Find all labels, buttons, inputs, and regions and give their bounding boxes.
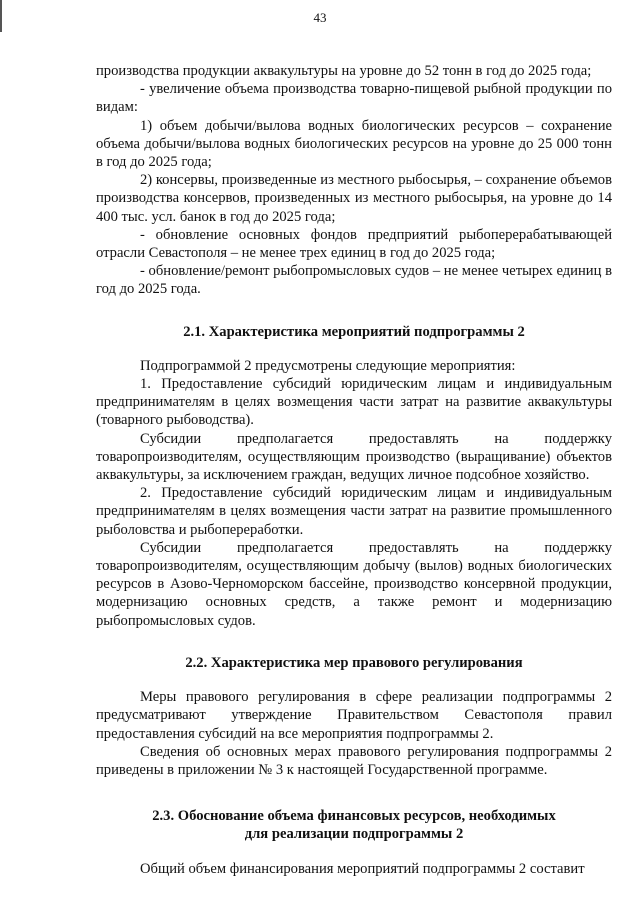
section-2-3-title-line1: 2.3. Обоснование объема финансовых ресурсов, необходимых bbox=[152, 808, 556, 825]
paragraph: Меры правового регулирования в сфере реализации подпрограммы 2 предусматривают утверждение Правительством Севастополя правил предоставления субсидий на все мероприятия подпрограммы 2. bbox=[96, 689, 612, 742]
paragraph: - обновление основных фондов предприятий рыбоперерабатывающей отрасли Севастополя – не менее трех единиц в год до 2025 года; bbox=[96, 226, 612, 262]
section-2-3-title-line2: для реализации подпрограммы 2 bbox=[244, 826, 464, 843]
section-2-1-title: 2.1. Характеристика мероприятий подпрограммы 2 bbox=[183, 323, 525, 340]
paragraph: 2. Предоставление субсидий юридическим лицам и индивидуальным предпринимателям в целях возмещения части затрат на развитие промышленного рыболовства и рыбопереработки. bbox=[96, 485, 612, 538]
paragraph: - увеличение объема производства товарно-пищевой рыбной продукции по видам: bbox=[96, 81, 612, 116]
section-2-2-title: 2.2. Характеристика мер правового регулирования bbox=[185, 654, 523, 671]
paragraph: Сведения об основных мерах правового регулирования подпрограммы 2 приведены в приложении № 3 к настоящей Государственной программе. bbox=[96, 743, 612, 778]
paragraph: 1) объем добычи/вылова водных биологических ресурсов – сохранение объема добычи/вылова водных биологических ресурсов на уровне до 25 000 тонн в год до 2025 года; bbox=[96, 117, 612, 171]
paragraph: 2) консервы, произведенные из местного рыбосырья, – сохранение объемов производства консервов, произведенных из местного рыбосырья, на уровне до 14 400 тыс. усл. банок в год до 2025 года; bbox=[96, 172, 612, 225]
paragraph: производства продукции аквакультуры на уровне до 52 тонн в год до 2025 года; bbox=[96, 63, 592, 79]
paragraph: Субсидии предполагается предоставлять на поддержку товаропроизводителям, осуществляющим добычу (вылов) водных биологических ресурсов в Азово-Черноморском бассейне, производство консервной продукции, модернизацию основных средств, а также ремонт и модернизацию рыбопромысловых судов. bbox=[96, 539, 612, 629]
paragraph: Подпрограммой 2 предусмотрены следующие мероприятия: bbox=[140, 357, 516, 374]
paragraph: 1. Предоставление субсидий юридическим лицам и индивидуальным предпринимателям в целях возмещения части затрат на развитие аквакультуры (товарного рыбоводства). bbox=[96, 376, 612, 429]
paragraph: - обновление/ремонт рыбопромысловых судов – не менее четырех единиц в год до 2025 года. bbox=[96, 263, 612, 298]
document-body bbox=[96, 62, 612, 878]
paragraph: Общий объем финансирования мероприятий подпрограммы 2 составит bbox=[140, 860, 585, 877]
page-number: 43 bbox=[313, 10, 327, 25]
paragraph: Субсидии предполагается предоставлять на поддержку товаропроизводителям, осуществляющим производство (выращивание) объектов аквакультуры, за исключением граждан, ведущих личное подсобное хозяйство. bbox=[96, 430, 612, 484]
